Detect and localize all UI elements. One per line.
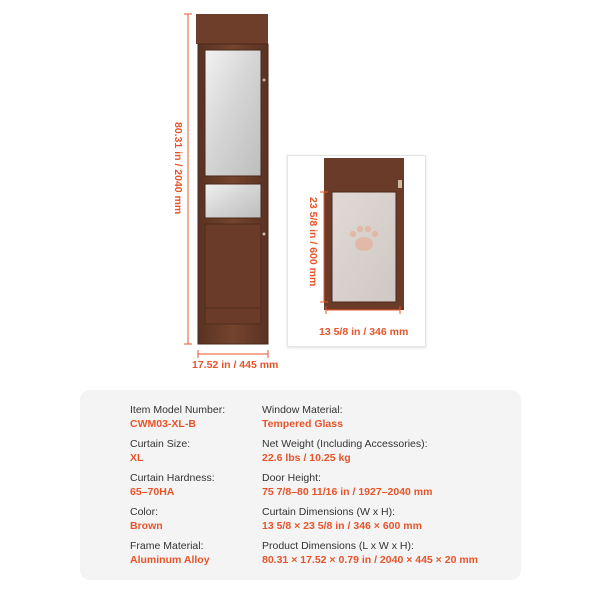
spec-value: 75 7/8–80 11/16 in / 1927–2040 mm — [262, 486, 433, 498]
specifications-card — [80, 390, 521, 580]
spec-label: Curtain Size: — [130, 438, 191, 450]
spec-frame-material — [130, 540, 225, 567]
spec-label: Curtain Dimensions (W x H): — [262, 506, 396, 518]
full-height-label: 80.31 in / 2040 mm — [172, 122, 184, 215]
spec-value: XL — [130, 452, 144, 464]
spec-window-material — [262, 404, 478, 431]
spec-value: Brown — [130, 520, 163, 532]
specs-right-column — [262, 404, 478, 574]
spec-value: CWM03-XL-B — [130, 418, 196, 430]
door-panel-illustration — [180, 8, 290, 378]
spec-curtain-dimensions — [262, 506, 478, 533]
spec-value: 22.6 lbs / 10.25 kg — [262, 452, 351, 464]
spec-value: Tempered Glass — [262, 418, 343, 430]
spec-product-dimensions — [262, 540, 478, 567]
spec-value: 65–70HA — [130, 486, 175, 498]
full-width-label: 17.52 in / 445 mm — [192, 359, 279, 371]
specs-left-column — [130, 404, 225, 574]
spec-label: Frame Material: — [130, 540, 204, 552]
spec-value: 80.31 × 17.52 × 0.79 in / 2040 × 445 × 20 mm — [262, 554, 478, 566]
spec-label: Item Model Number: — [130, 404, 226, 416]
spec-curtain-hardness — [130, 472, 225, 499]
spec-label: Window Material: — [262, 404, 343, 416]
spec-item-model-number — [130, 404, 225, 431]
flap-width-label: 13 5/8 in / 346 mm — [319, 326, 409, 338]
spec-label: Color: — [130, 506, 159, 518]
spec-color — [130, 506, 225, 533]
spec-label: Net Weight (Including Accessories): — [262, 438, 428, 450]
spec-curtain-size — [130, 438, 225, 465]
spec-value: Aluminum Alloy — [130, 554, 210, 566]
spec-net-weight — [262, 438, 478, 465]
spec-label: Product Dimensions (L x W x H): — [262, 540, 414, 552]
spec-value: 13 5/8 × 23 5/8 in / 346 × 600 mm — [262, 520, 422, 532]
spec-label: Curtain Hardness: — [130, 472, 215, 484]
flap-height-label: 23 5/8 in / 600 mm — [307, 197, 319, 287]
spec-label: Door Height: — [262, 472, 321, 484]
spec-door-height — [262, 472, 478, 499]
